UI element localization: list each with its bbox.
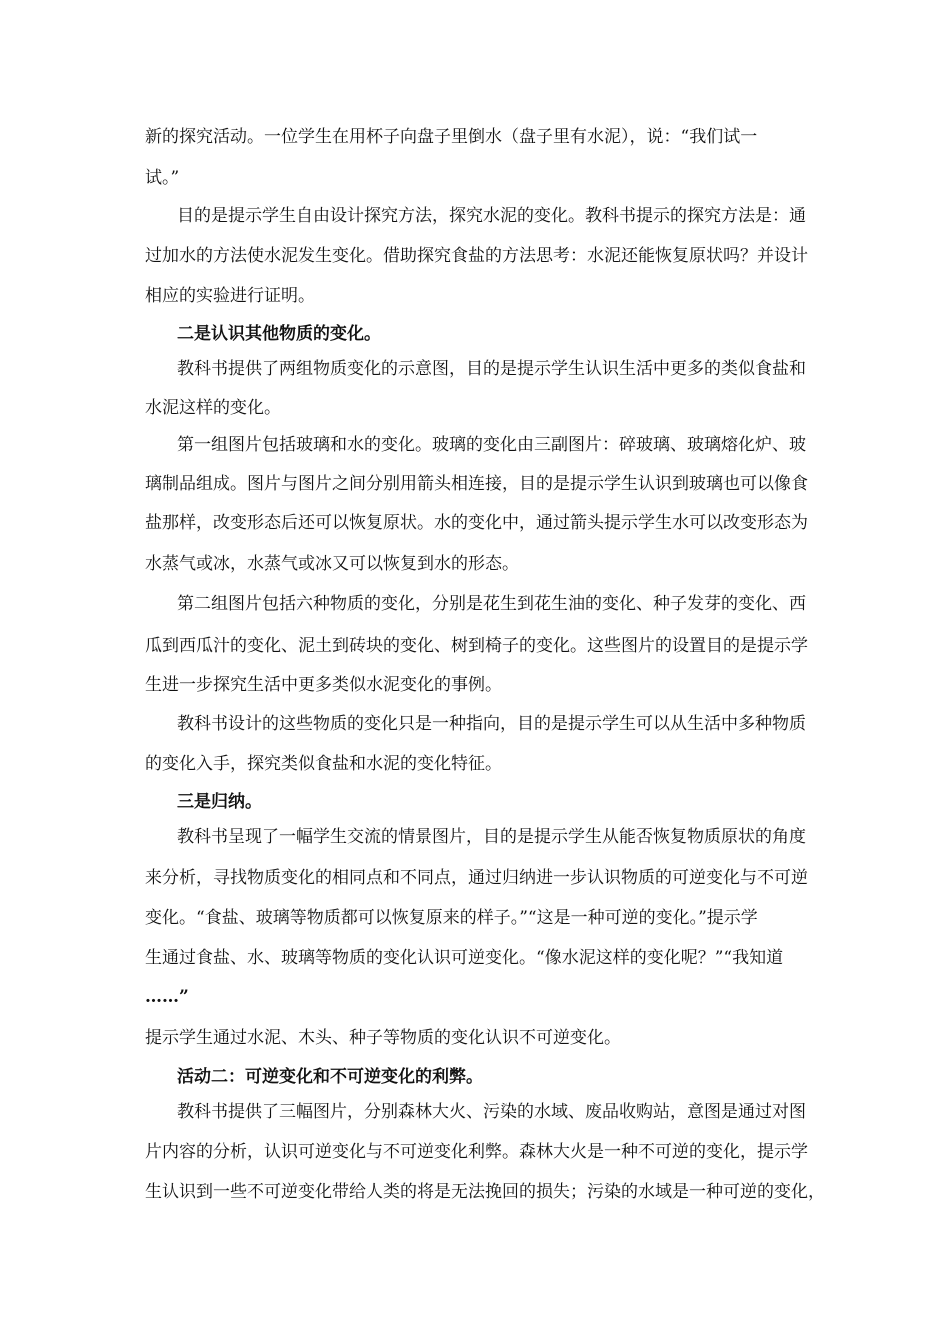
paragraph-line: 提示学生通过水泥、木头、种子等物质的变化认识不可逆变化。 bbox=[145, 1028, 621, 1048]
paragraph-line: 第一组图片包括玻璃和水的变化。玻璃的变化由三副图片：碎玻璃、玻璃熔化炉、玻 bbox=[177, 435, 806, 455]
paragraph-line: 教科书提供了两组物质变化的示意图，目的是提示学生认识生活中更多的类似食盐和 bbox=[177, 359, 806, 379]
paragraph-line: 试。” bbox=[145, 168, 180, 188]
paragraph-line: 水蒸气或冰，水蒸气或冰又可以恢复到水的形态。 bbox=[145, 554, 519, 574]
paragraph-line: ……” bbox=[145, 987, 189, 1007]
paragraph-line: 生通过食盐、水、玻璃等物质的变化认识可逆变化。“像水泥这样的变化呢？”“我知道 bbox=[145, 948, 784, 968]
paragraph-line: 相应的实验进行证明。 bbox=[145, 286, 315, 306]
paragraph-line: 生认识到一些不可逆变化带给人类的将是无法挽回的损失；污染的水域是一种可逆的变化， bbox=[145, 1182, 825, 1202]
paragraph-line: 瓜到西瓜汁的变化、泥土到砖块的变化、树到椅子的变化。这些图片的设置目的是提示学 bbox=[145, 636, 808, 656]
paragraph-line: 盐那样，改变形态后还可以恢复原状。水的变化中，通过箭头提示学生水可以改变形态为 bbox=[145, 513, 808, 533]
paragraph-line: 教科书呈现了一幅学生交流的情景图片，目的是提示学生从能否恢复物质原状的角度 bbox=[177, 827, 806, 847]
section-heading: 三是归纳。 bbox=[177, 792, 262, 812]
section-heading: 二是认识其他物质的变化。 bbox=[177, 324, 381, 344]
paragraph-line: 教科书设计的这些物质的变化只是一种指向，目的是提示学生可以从生活中多种物质 bbox=[177, 714, 806, 734]
paragraph-line: 新的探究活动。一位学生在用杯子向盘子里倒水（盘子里有水泥），说：“我们试一 bbox=[145, 127, 758, 147]
paragraph-line: 片内容的分析，认识可逆变化与不可逆变化利弊。森林大火是一种不可逆的变化，提示学 bbox=[145, 1142, 808, 1162]
paragraph-line: 第二组图片包括六种物质的变化，分别是花生到花生油的变化、种子发芽的变化、西 bbox=[177, 594, 806, 614]
paragraph-line: 璃制品组成。图片与图片之间分别用箭头相连接，目的是提示学生认识到玻璃也可以像食 bbox=[145, 474, 808, 494]
paragraph-line: 来分析，寻找物质变化的相同点和不同点，通过归纳进一步认识物质的可逆变化与不可逆 bbox=[145, 868, 808, 888]
paragraph-line: 过加水的方法使水泥发生变化。借助探究食盐的方法思考：水泥还能恢复原状吗？并设计 bbox=[145, 246, 808, 266]
paragraph-line: 变化。“食盐、玻璃等物质都可以恢复原来的样子。”“这是一种可逆的变化。”提示学 bbox=[145, 908, 758, 928]
paragraph-line: 生进一步探究生活中更多类似水泥变化的事例。 bbox=[145, 675, 502, 695]
paragraph-line: 目的是提示学生自由设计探究方法，探究水泥的变化。教科书提示的探究方法是：通 bbox=[177, 206, 806, 226]
paragraph-line: 教科书提供了三幅图片，分别森林大火、污染的水域、废品收购站，意图是通过对图 bbox=[177, 1102, 806, 1122]
paragraph-line: 的变化入手，探究类似食盐和水泥的变化特征。 bbox=[145, 754, 502, 774]
paragraph-line: 水泥这样的变化。 bbox=[145, 398, 281, 418]
section-heading: 活动二：可逆变化和不可逆变化的利弊。 bbox=[177, 1067, 483, 1087]
